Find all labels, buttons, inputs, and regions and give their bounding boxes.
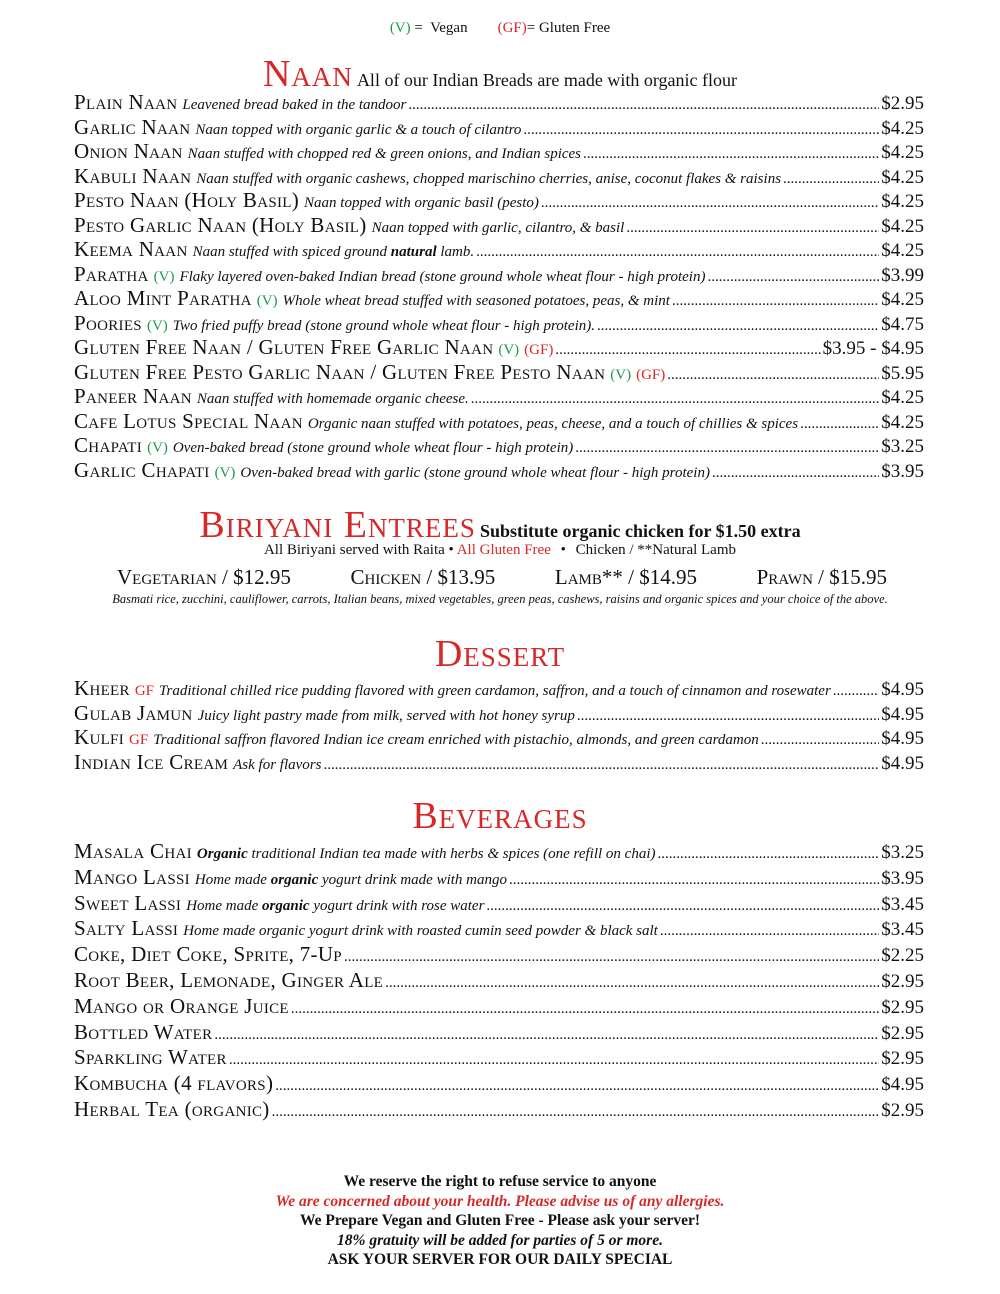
item-price: $2.95: [881, 970, 924, 992]
menu-item: [74, 725, 924, 750]
dot-leader: [344, 949, 879, 966]
desc-part: Naan stuffed with spiced ground: [192, 244, 391, 260]
dessert-title: Dessert: [434, 633, 566, 675]
item-description: [197, 846, 656, 863]
biriyani-served-text: All Biriyani served with Raita •: [263, 542, 454, 558]
item-name: Mango Lassi: [74, 864, 190, 889]
dot-leader: [323, 757, 879, 774]
dot-leader: [214, 1027, 879, 1044]
item-price: $2.95: [881, 1048, 924, 1070]
menu-item: [74, 409, 924, 434]
item-name: Garlic Chapati: [74, 457, 210, 482]
item-name: Masala Chai: [74, 839, 192, 863]
menu-item: [74, 433, 924, 458]
menu-item: [74, 360, 924, 385]
dot-leader: [523, 122, 879, 139]
dot-leader: [575, 440, 879, 457]
dot-leader: [229, 1052, 879, 1069]
dot-leader: [509, 872, 879, 889]
item-name: Paneer Naan: [74, 384, 192, 408]
dot-leader: [707, 269, 879, 286]
item-description: Ask for flavors: [233, 756, 322, 773]
gluten-free-tag: GF: [129, 732, 149, 748]
item-price: $3.25: [881, 436, 924, 457]
menu-item: [74, 213, 924, 238]
item-name: Paratha: [74, 261, 149, 286]
vegan-tag: (V): [214, 464, 236, 481]
item-description: Naan topped with organic basil (pesto): [304, 195, 539, 211]
item-name: Gluten Free Naan / Gluten Free Garlic Naan: [74, 335, 494, 359]
item-name: Pesto Garlic Naan (Holy Basil): [74, 212, 367, 237]
dot-leader: [833, 683, 879, 700]
item-name: Salty Lassi: [74, 916, 179, 941]
item-name: Gulab Jamun: [74, 700, 193, 725]
dot-leader: [471, 391, 879, 408]
item-price: $3.95: [881, 867, 924, 889]
vegan-tag: (V): [147, 440, 168, 456]
item-name: Plain Naan: [74, 90, 178, 114]
biriyani-option: Lamb** / $14.95: [554, 565, 697, 589]
menu-item: [74, 865, 924, 891]
dot-leader: [597, 318, 879, 335]
item-name: Poories: [74, 310, 142, 335]
desc-bold: organic: [270, 871, 319, 888]
footer-line: ASK YOUR SERVER FOR OUR DAILY SPECIAL: [327, 1251, 673, 1268]
menu-item: [74, 968, 924, 994]
item-description: Naan topped with organic garlic & a touch of cilantro: [195, 121, 522, 138]
item-price: $2.95: [881, 1099, 924, 1121]
beverages-header: [0, 794, 1000, 838]
biriyani-served-line: [0, 542, 1000, 559]
dot-leader: [408, 97, 879, 114]
item-description: Naan stuffed with homemade organic cheese.: [196, 391, 469, 407]
menu-item: [74, 335, 924, 360]
item-price: $3.45: [881, 893, 924, 915]
item-price: $4.95: [881, 1074, 924, 1096]
item-name: Kheer: [74, 676, 130, 700]
menu-item: [74, 1020, 924, 1046]
item-description: Two fried puffy bread (stone ground whole wheat flour - high protein).: [172, 317, 595, 334]
item-price: $4.25: [881, 240, 924, 261]
menu-item: [74, 916, 924, 942]
item-description: [186, 898, 484, 915]
item-name: Pesto Naan (Holy Basil): [74, 188, 300, 212]
item-name: Chapati: [74, 433, 143, 457]
desc-part: yogurt drink with rose water: [309, 897, 485, 914]
dot-leader: [761, 732, 880, 749]
menu-item: [74, 90, 924, 115]
gluten-free-tag: (GF): [524, 342, 554, 358]
footer-notes: [0, 1172, 1000, 1270]
footer-gratuity-line: 18% gratuity will be added for parties of 5 or more.: [337, 1231, 663, 1249]
dot-leader: [657, 846, 879, 863]
dot-leader: [712, 465, 879, 482]
biriyani-option: Chicken / $13.95: [350, 565, 496, 589]
menu-item: [74, 115, 924, 140]
item-price: $5.95: [881, 362, 924, 384]
dot-leader: [577, 708, 879, 725]
vegan-tag: (V): [256, 293, 278, 309]
menu-item: [74, 188, 924, 213]
desc-part: Home made organic yogurt drink with roasted cumin seed powder & black salt: [183, 923, 658, 940]
menu-item: [74, 311, 924, 336]
item-price: $3.95: [881, 460, 924, 482]
item-description: Oven-baked bread with garlic (stone ground whole wheat flour - high protein): [240, 464, 710, 481]
item-description: Naan stuffed with chopped red & green onions, and Indian spices: [187, 146, 582, 162]
item-name: Bottled Water: [74, 1019, 213, 1044]
dot-leader: [486, 898, 879, 915]
desc-bold: Organic: [196, 846, 248, 862]
item-price: $4.95: [881, 752, 924, 774]
item-name: Mango or Orange Juice: [74, 993, 289, 1018]
vegan-tag: (V): [610, 366, 632, 383]
item-price: $4.75: [881, 313, 924, 335]
biriyani-option: Prawn / $15.95: [756, 565, 887, 589]
item-description: Organic naan stuffed with potatoes, peas, cheese, and a touch of chillies & spices: [307, 415, 799, 432]
item-description: Juicy light pastry made from milk, served with hot honey syrup: [197, 707, 575, 724]
menu-item: [74, 676, 924, 701]
biriyani-meats: Chicken / **Natural Lamb: [575, 542, 737, 558]
item-name: Kulfi: [74, 725, 124, 749]
item-name: Indian Ice Cream: [74, 749, 229, 774]
footer-allergy-line: We are concerned about your health. Please advise us of any allergies.: [275, 1192, 725, 1210]
item-price: $4.25: [881, 191, 924, 212]
item-price: $2.95: [881, 1022, 924, 1044]
menu-item: [74, 286, 924, 311]
item-price: $4.25: [881, 142, 924, 163]
item-price: $4.25: [881, 117, 924, 139]
item-name: Sparkling Water: [74, 1045, 227, 1070]
naan-list: [74, 90, 924, 482]
menu-item: [74, 262, 924, 287]
dot-leader: [626, 220, 879, 237]
menu-item: [74, 750, 924, 775]
item-price: $4.95: [881, 679, 924, 700]
menu-item: [74, 994, 924, 1020]
dessert-header: [0, 632, 1000, 676]
desc-part: yogurt drink made with mango: [318, 871, 507, 888]
dot-leader: [272, 1104, 880, 1121]
menu-item: [74, 458, 924, 483]
dot-leader: [385, 975, 879, 992]
item-description: Leavened bread baked in the tandoor: [182, 97, 407, 113]
vegan-tag: (V): [146, 317, 168, 334]
menu-item: [74, 1071, 924, 1097]
beverages-title: Beverages: [412, 795, 588, 837]
biriyani-gluten-free: All Gluten Free: [456, 542, 551, 558]
gluten-free-tag: GF: [134, 683, 155, 699]
dessert-list: [74, 676, 924, 774]
naan-subtitle: All of our Indian Breads are made with organic flour: [356, 70, 737, 90]
item-description: Flaky layered oven-baked Indian bread (stone ground whole wheat flour - high protein): [179, 268, 706, 285]
item-name: Kabuli Naan: [74, 163, 192, 188]
menu-item: [74, 701, 924, 726]
gluten-free-tag: (GF): [497, 20, 527, 36]
item-description: [193, 244, 475, 261]
item-name: Onion Naan: [74, 139, 183, 163]
menu-item: [74, 384, 924, 409]
item-price: $3.95 - $4.95: [822, 338, 924, 359]
item-name: Herbal Tea (organic): [74, 1096, 270, 1121]
item-description: Whole wheat bread stuffed with seasoned potatoes, peas, & mint: [282, 293, 670, 309]
item-price: $4.95: [881, 703, 924, 725]
menu-item: [74, 1045, 924, 1071]
biriyani-options: [117, 565, 887, 590]
vegan-tag: (V): [153, 268, 175, 285]
item-price: $4.25: [881, 289, 924, 310]
item-description: Naan topped with garlic, cilantro, & basil: [371, 219, 625, 236]
item-price: $3.45: [881, 919, 924, 941]
dot-leader: [672, 293, 879, 310]
menu-item: [74, 839, 924, 865]
desc-part: lamb.: [436, 244, 475, 260]
item-price: $3.25: [881, 842, 924, 863]
gluten-free-tag: (GF): [636, 366, 666, 383]
desc-bold: natural: [390, 244, 437, 260]
item-name: Aloo Mint Paratha: [74, 286, 252, 310]
biriyani-subtitle: Substitute organic chicken for $1.50 extra: [479, 521, 801, 541]
item-price: $2.95: [881, 93, 924, 114]
item-name: Keema Naan: [74, 237, 188, 261]
biriyani-description: Basmati rice, zucchini, cauliflower, carrots, Italian beans, mixed vegetables, green peas, cashews, raisins and organic spices and your choice of the above.: [112, 592, 888, 606]
desc-part: traditional Indian tea made with herbs & spices (one refill on chai): [247, 846, 656, 862]
item-price: $4.25: [881, 387, 924, 408]
menu-item: [74, 891, 924, 917]
item-name: Coke, Diet Coke, Sprite, 7-Up: [74, 942, 342, 967]
desc-bold: organic: [262, 897, 310, 914]
item-description: [183, 923, 658, 940]
menu-item: [74, 942, 924, 968]
dot-leader: [783, 171, 879, 188]
item-price: $4.25: [881, 215, 924, 237]
item-name: Garlic Naan: [74, 114, 191, 139]
desc-part: Home made: [186, 897, 263, 914]
dot-leader: [555, 342, 820, 359]
item-description: Traditional saffron flavored Indian ice cream enriched with pistachio, almonds, and green cardamon: [153, 732, 759, 748]
item-price: $4.25: [881, 411, 924, 433]
item-description: Traditional chilled rice pudding flavored with green cardamon, saffron, and a touch of cinnamon and rosewater: [159, 683, 831, 699]
beverages-list: [74, 839, 924, 1123]
dot-leader: [800, 416, 879, 433]
item-name: Sweet Lassi: [74, 890, 182, 915]
biriyani-bullet: •: [560, 542, 566, 558]
vegan-tag: (V): [498, 342, 520, 358]
vegan-tag: (V): [389, 20, 411, 36]
biriyani-header: [0, 503, 1000, 547]
biriyani-title: Biriyani Entrees: [199, 504, 476, 546]
legend: [0, 20, 1000, 37]
desc-part: Home made: [194, 871, 271, 888]
menu-item: [74, 1097, 924, 1123]
naan-title: Naan: [262, 53, 353, 95]
footer-line: We Prepare Vegan and Gluten Free - Please ask your server!: [299, 1212, 701, 1229]
item-name: Root Beer, Lemonade, Ginger Ale: [74, 967, 384, 992]
item-description: [195, 872, 507, 889]
dot-leader: [667, 367, 879, 384]
dot-leader: [660, 923, 879, 940]
vegan-label: = Vegan: [410, 20, 468, 36]
item-name: Cafe Lotus Special Naan: [74, 408, 303, 433]
menu-item: [74, 139, 924, 164]
item-name: Gluten Free Pesto Garlic Naan / Gluten Free Pesto Naan: [74, 359, 606, 384]
item-description: Naan stuffed with organic cashews, chopped marischino cherries, anise, coconut flakes & raisins: [196, 170, 782, 187]
gluten-free-label: = Gluten Free: [526, 20, 611, 36]
dot-leader: [541, 195, 879, 212]
item-price: $2.25: [881, 945, 924, 967]
item-price: $4.95: [881, 728, 924, 749]
item-name: Kombucha (4 flavors): [74, 1071, 274, 1096]
dot-leader: [476, 244, 879, 261]
item-price: $3.99: [881, 264, 924, 286]
dot-leader: [291, 1001, 879, 1018]
item-price: $2.95: [881, 996, 924, 1018]
footer-line: We reserve the right to refuse service to anyone: [343, 1173, 657, 1190]
biriyani-option: Vegetarian / $12.95: [117, 565, 291, 589]
item-description: Oven-baked bread (stone ground whole wheat flour - high protein): [172, 440, 574, 456]
dot-leader: [275, 1078, 879, 1095]
menu-item: [74, 237, 924, 262]
menu-item: [74, 164, 924, 189]
dot-leader: [583, 146, 879, 163]
item-price: $4.25: [881, 166, 924, 188]
